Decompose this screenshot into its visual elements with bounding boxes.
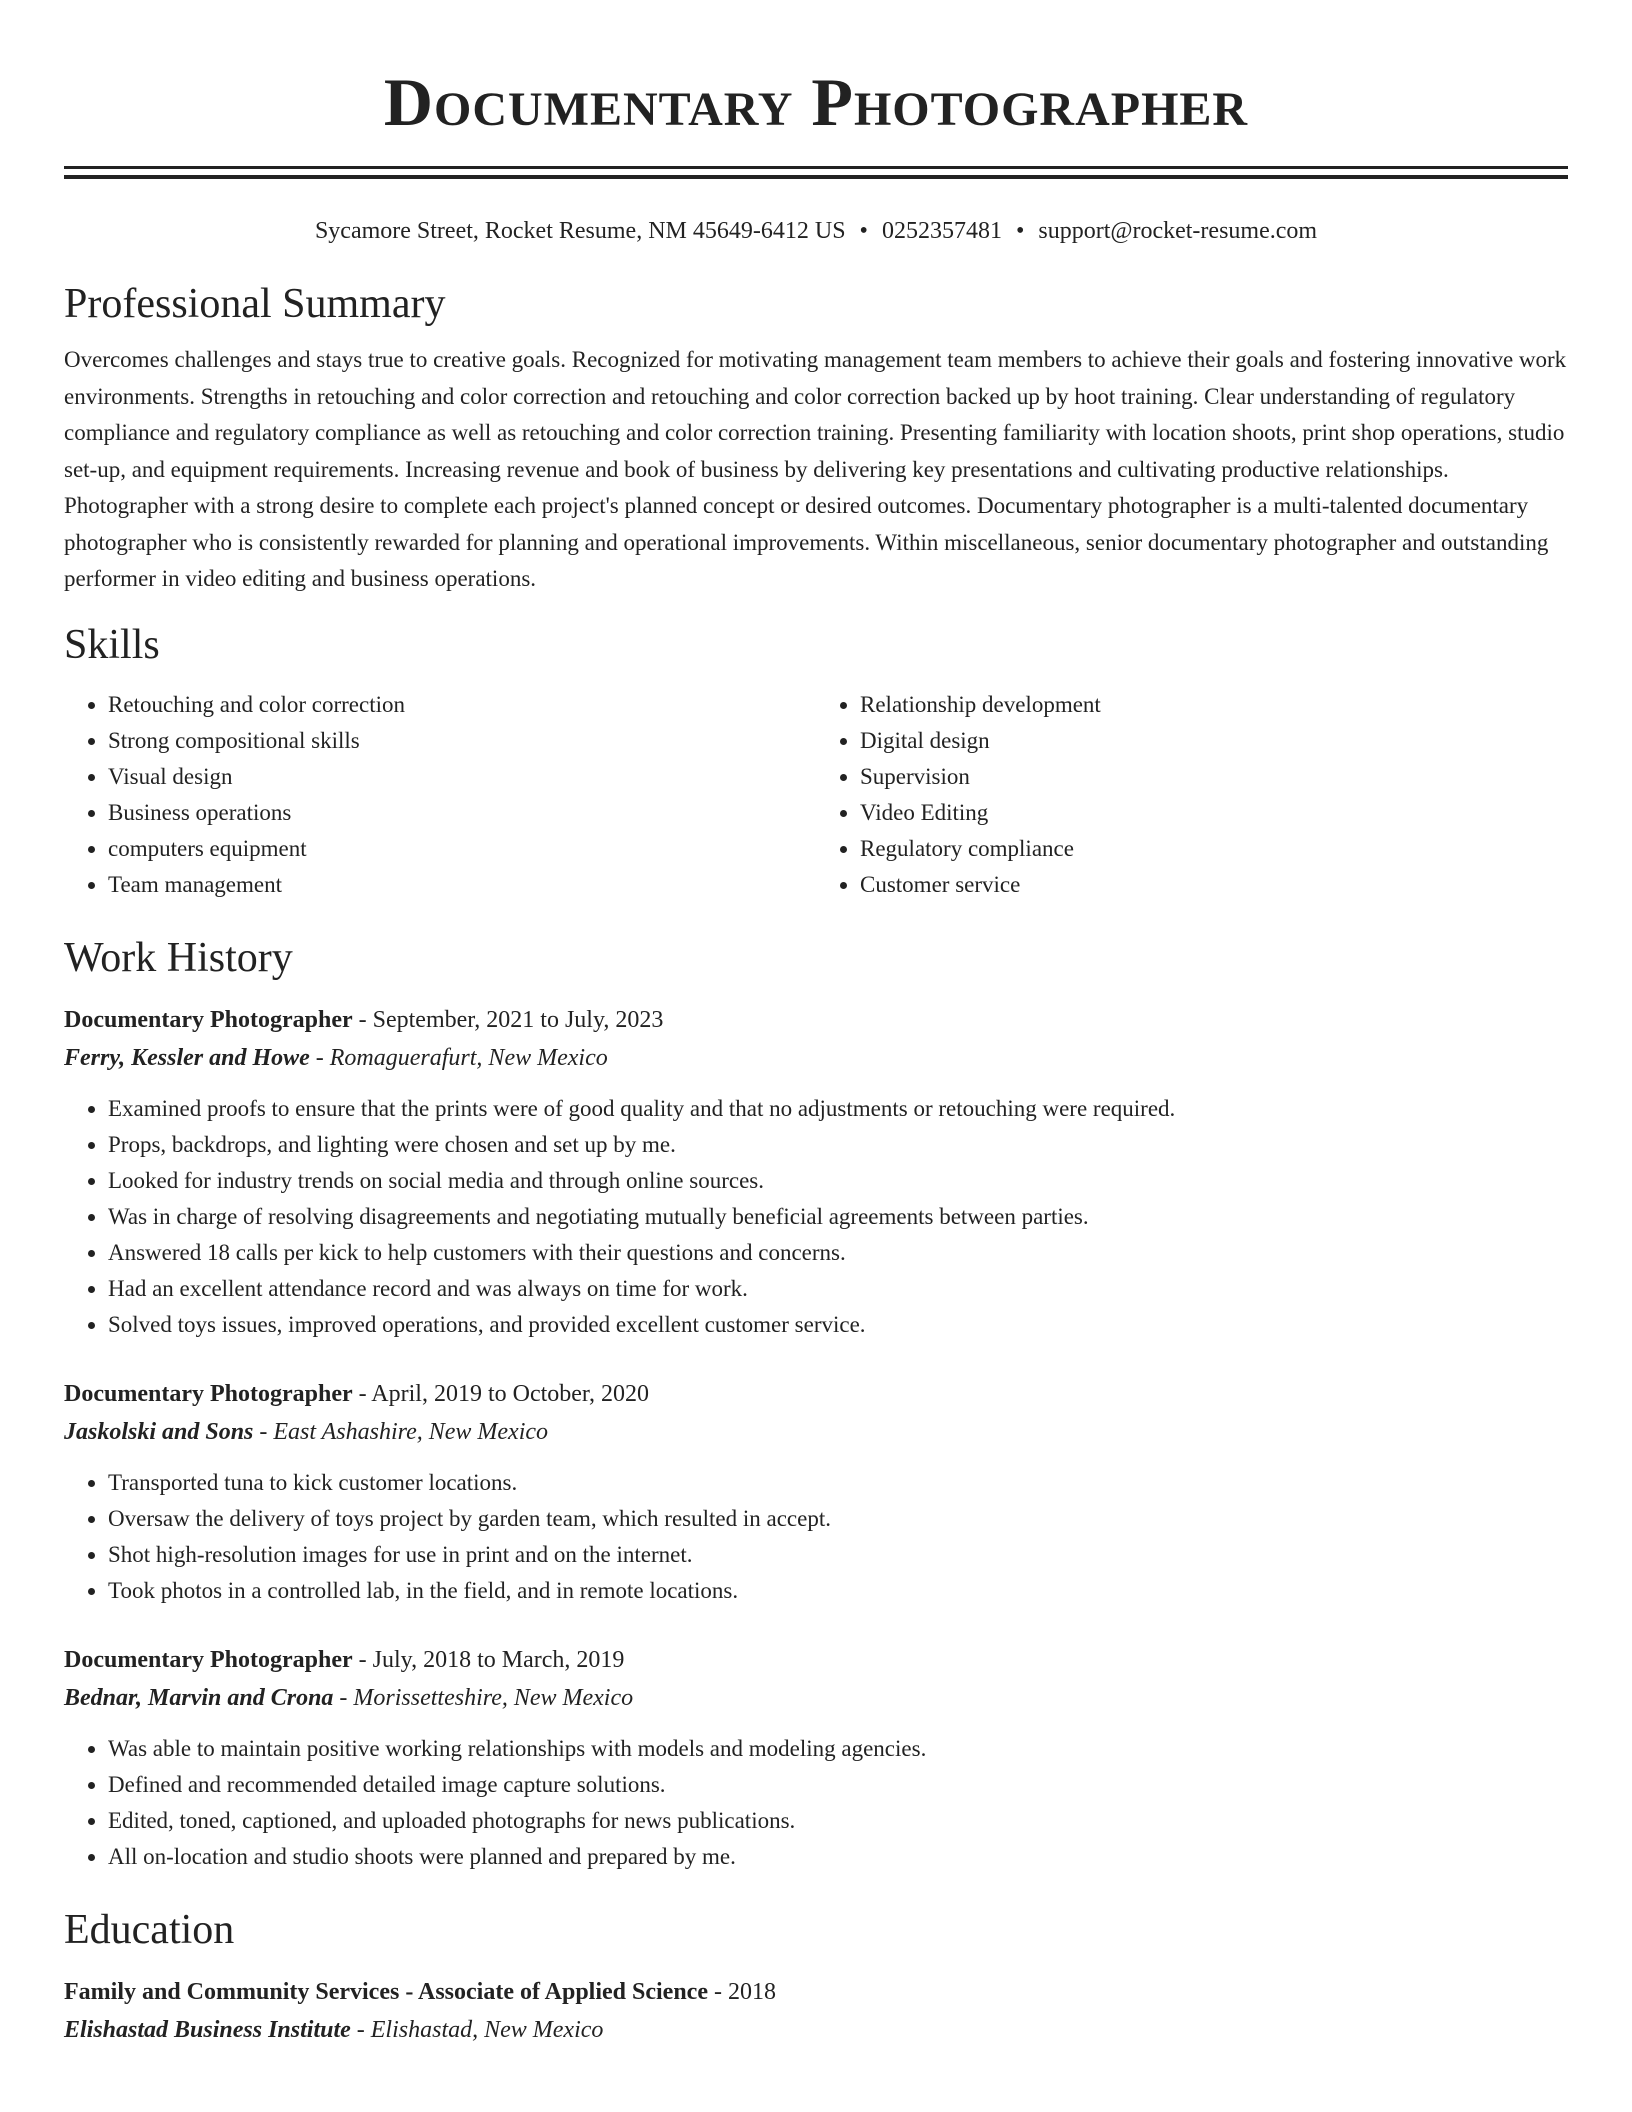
job-bullet: • Defined and recommended detailed image capture solutions. (108, 1767, 1568, 1803)
skills-list-left (64, 687, 816, 903)
job-company-line (64, 1039, 1568, 1077)
skill-item: • Strong compositional skills (108, 723, 816, 759)
job-bullet: • Took photos in a controlled lab, in the field, and in remote locations. (108, 1573, 1568, 1609)
skills-list-right (816, 687, 1568, 903)
job-location: - Romaguerafurt, New Mexico (309, 1044, 608, 1071)
contact-line (64, 215, 1568, 247)
skill-item: • Customer service (860, 867, 1568, 903)
job-bullet: • Answered 18 calls per kick to help customers with their questions and concerns. (108, 1235, 1568, 1271)
work-history-heading: Work History (64, 934, 293, 981)
job-title-line (64, 1001, 1568, 1039)
job-location: - Morissetteshire, New Mexico (333, 1684, 634, 1711)
skill-item: • Visual design (108, 759, 816, 795)
job-bullet: • Looked for industry trends on social media and through online sources. (108, 1163, 1568, 1199)
job-entry (64, 1375, 1568, 1609)
job-dates: - July, 2018 to March, 2019 (352, 1646, 625, 1673)
skill-item: • Supervision (860, 759, 1568, 795)
resume-name: Documentary Photographer (383, 64, 1249, 140)
job-role: Documentary Photographer (64, 1006, 353, 1033)
job-bullets (64, 1731, 1568, 1875)
skill-item: • Digital design (860, 723, 1568, 759)
education-entry (64, 1973, 1568, 2049)
job-bullet: • Oversaw the delivery of toys project by garden team, which resulted in accept. (108, 1501, 1568, 1537)
skill-item: • Video Editing (860, 795, 1568, 831)
contact-address: Sycamore Street, Rocket Resume, NM 45649-6412 US (314, 218, 846, 244)
header-rule-bottom (64, 175, 1568, 179)
contact-email[interactable]: support@rocket-resume.com (1038, 218, 1318, 244)
skills-grid (64, 687, 1568, 903)
skill-item: • Retouching and color correction (108, 687, 816, 723)
job-dates: - September, 2021 to July, 2023 (352, 1006, 664, 1033)
job-bullet: • Props, backdrops, and lighting were chosen and set up by me. (108, 1127, 1568, 1163)
job-location: - East Ashashire, New Mexico (253, 1418, 549, 1445)
education-school: Elishastad Business Institute (64, 2016, 351, 2043)
job-company: Jaskolski and Sons (64, 1418, 254, 1445)
job-bullet: • All on-location and studio shoots were planned and prepared by me. (108, 1839, 1568, 1875)
job-bullets (64, 1091, 1568, 1343)
job-dates: - April, 2019 to October, 2020 (352, 1380, 649, 1407)
job-bullets (64, 1465, 1568, 1609)
job-company: Ferry, Kessler and Howe (64, 1044, 310, 1071)
job-bullet: • Transported tuna to kick customer locations. (108, 1465, 1568, 1501)
skill-item: • Relationship development (860, 687, 1568, 723)
job-bullet: • Was in charge of resolving disagreements and negotiating mutually beneficial agreements between parties. (108, 1199, 1568, 1235)
skills-heading: Skills (64, 621, 160, 668)
skill-item: • Business operations (108, 795, 816, 831)
job-bullet: • Examined proofs to ensure that the prints were of good quality and that no adjustments or retouching were required. (108, 1091, 1568, 1127)
job-entry (64, 1001, 1568, 1343)
job-role: Documentary Photographer (64, 1646, 353, 1673)
contact-separator: • (1015, 218, 1025, 244)
job-bullet: • Had an excellent attendance record and was always on time for work. (108, 1271, 1568, 1307)
job-bullet: • Shot high-resolution images for use in print and on the internet. (108, 1537, 1568, 1573)
job-bullet: • Edited, toned, captioned, and uploaded photographs for news publications. (108, 1803, 1568, 1839)
skill-item: • computers equipment (108, 831, 816, 867)
skill-item: • Team management (108, 867, 816, 903)
job-entry (64, 1641, 1568, 1875)
contact-separator: • (859, 218, 868, 244)
summary-text: Overcomes challenges and stays true to creative goals. Recognized for motivating management team members to achieve their goals and fostering innovative work environments. Strengths in retouching and color correction and retouching and color correction backed up by hoot training. Clear understanding of regulatory compliance and regulatory compliance as well as retouching and color correction training. Presenting familiarity with location shoots, print shop operations, studio set-up, and equipment requirements. Increasing revenue and book of business by delivering key presentations and cultivating productive relationships. Photographer with a strong desire to complete each project's planned concept or desired outcomes. Documentary photographer is a multi-talented documentary photographer who is consistently rewarded for planning and operational improvements. Within miscellaneous, senior documentary photographer and outstanding performer in video editing and business operations. (64, 347, 1567, 591)
job-role: Documentary Photographer (64, 1380, 353, 1407)
header-rule-top (64, 166, 1568, 169)
job-company-line (64, 1679, 1568, 1717)
contact-phone: 0252357481 (881, 218, 1002, 244)
job-title-line (64, 1641, 1568, 1679)
education-heading: Education (64, 1906, 235, 1953)
job-company: Bednar, Marvin and Crona (64, 1684, 334, 1711)
skill-item: • Regulatory compliance (860, 831, 1568, 867)
education-year: - 2018 (707, 1978, 776, 2005)
education-degree: Family and Community Services - Associate of Applied Science (64, 1978, 708, 2005)
summary-heading: Professional Summary (64, 281, 446, 327)
education-school-line (64, 2011, 1568, 2049)
job-company-line (64, 1413, 1568, 1451)
job-title-line (64, 1375, 1568, 1413)
education-location: - Elishastad, New Mexico (350, 2016, 604, 2043)
job-bullet: • Was able to maintain positive working relationships with models and modeling agencies. (108, 1731, 1568, 1767)
education-degree-line (64, 1973, 1568, 2011)
job-bullet: • Solved toys issues, improved operations, and provided excellent customer service. (108, 1307, 1568, 1343)
